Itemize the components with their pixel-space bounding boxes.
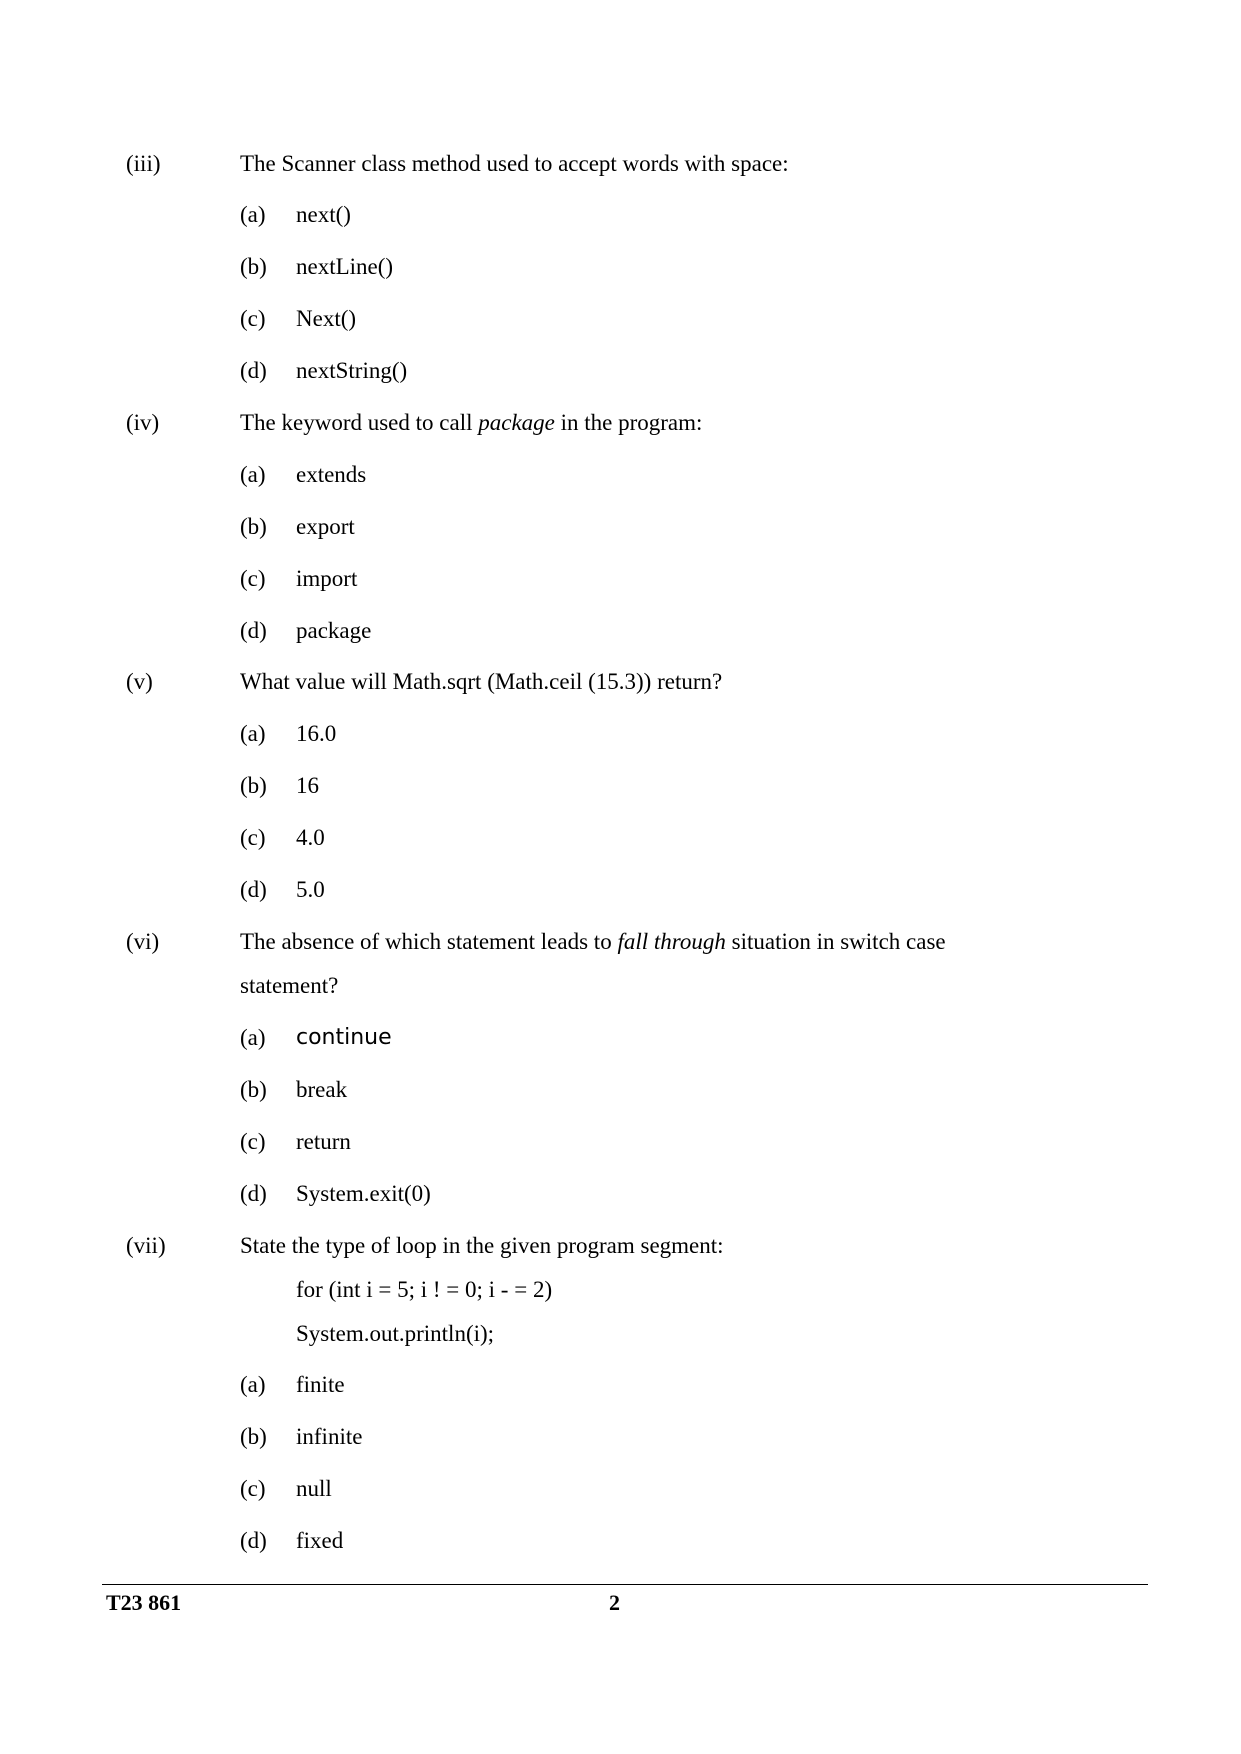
option-text: import: [296, 566, 358, 591]
option-label: (c): [240, 1129, 266, 1154]
code-line: for (int i = 5; i ! = 0; i - = 2): [296, 1277, 553, 1302]
code-line: System.out.println(i);: [296, 1321, 495, 1346]
question-number: (iv): [126, 410, 160, 435]
question-number: (iii): [126, 151, 161, 176]
question-v: [0, 669, 1241, 699]
question-text: [240, 929, 946, 955]
option-label: (a): [240, 1025, 266, 1050]
option-v-a: [0, 721, 1241, 751]
question-text-part: situation in switch case: [725, 929, 946, 954]
question-vi-line2: [0, 973, 1241, 1003]
option-vii-b: [0, 1424, 1241, 1454]
option-label: (b): [240, 254, 267, 279]
question-text-part: The absence of which statement leads to: [240, 929, 618, 954]
option-label: (c): [240, 306, 266, 331]
option-label: (b): [240, 1077, 267, 1102]
question-text-continuation: statement?: [240, 973, 339, 998]
option-text: 4.0: [296, 825, 325, 850]
option-v-b: [0, 773, 1241, 803]
option-vii-c: [0, 1476, 1241, 1506]
option-label: (c): [240, 566, 266, 591]
paper-code: T23 861: [106, 1590, 182, 1615]
option-iv-a: [0, 462, 1241, 492]
option-iii-d: [0, 358, 1241, 388]
option-iii-c: [0, 306, 1241, 336]
option-text: infinite: [296, 1424, 363, 1449]
option-text: nextLine(): [296, 254, 394, 279]
option-vii-a: [0, 1372, 1241, 1402]
option-text: 16.0: [296, 721, 337, 746]
option-text: package: [296, 618, 372, 643]
option-iv-d: [0, 618, 1241, 648]
option-iii-b: [0, 254, 1241, 284]
option-label: (d): [240, 1528, 267, 1553]
option-text: export: [296, 514, 355, 539]
option-text: next(): [296, 202, 351, 227]
option-label: (a): [240, 462, 266, 487]
question-text-part: in the program:: [554, 410, 703, 435]
question-text-part: The keyword used to call: [240, 410, 479, 435]
option-v-c: [0, 825, 1241, 855]
option-label: (d): [240, 618, 267, 643]
option-text: extends: [296, 462, 367, 487]
option-label: (b): [240, 773, 267, 798]
question-text-italic: package: [478, 410, 555, 435]
question-text: The Scanner class method used to accept words with space:: [240, 151, 789, 176]
question-text: [240, 410, 702, 436]
option-vi-d: [0, 1181, 1241, 1211]
option-vi-b: [0, 1077, 1241, 1107]
option-text: finite: [296, 1372, 345, 1397]
page-number: 2: [609, 1590, 620, 1615]
question-text: What value will Math.sqrt (Math.ceil (15.3)) return?: [240, 669, 723, 694]
option-label: (c): [240, 825, 266, 850]
option-iv-b: [0, 514, 1241, 544]
question-vi: [0, 929, 1241, 959]
option-label: (a): [240, 1372, 266, 1397]
option-label: (a): [240, 721, 266, 746]
question-number: (v): [126, 669, 153, 694]
option-iv-c: [0, 566, 1241, 596]
option-label: (d): [240, 877, 267, 902]
option-label: (b): [240, 1424, 267, 1449]
question-text: State the type of loop in the given program segment:: [240, 1233, 724, 1258]
option-text: break: [296, 1077, 348, 1102]
option-label: (c): [240, 1476, 266, 1501]
option-vii-d: [0, 1528, 1241, 1558]
option-text: continue: [296, 1025, 392, 1050]
option-text: Next(): [296, 306, 357, 331]
option-text: 16: [296, 773, 319, 798]
option-text: fixed: [296, 1528, 344, 1553]
option-text: null: [296, 1476, 332, 1501]
question-iv: [0, 410, 1241, 440]
option-v-d: [0, 877, 1241, 907]
option-text: System.exit(0): [296, 1181, 431, 1206]
option-label: (d): [240, 1181, 267, 1206]
option-vi-c: [0, 1129, 1241, 1159]
option-label: (d): [240, 358, 267, 383]
question-number: (vi): [126, 929, 160, 954]
footer-divider: [102, 1584, 1148, 1585]
question-iii: [0, 151, 1241, 181]
option-iii-a: [0, 202, 1241, 232]
question-number: (vii): [126, 1233, 166, 1258]
question-vii: [0, 1233, 1241, 1263]
option-text: 5.0: [296, 877, 325, 902]
option-vi-a: [0, 1025, 1241, 1055]
question-text-italic: fall through: [617, 929, 726, 954]
option-text: nextString(): [296, 358, 408, 383]
option-label: (b): [240, 514, 267, 539]
option-label: (a): [240, 202, 266, 227]
option-text: return: [296, 1129, 351, 1154]
